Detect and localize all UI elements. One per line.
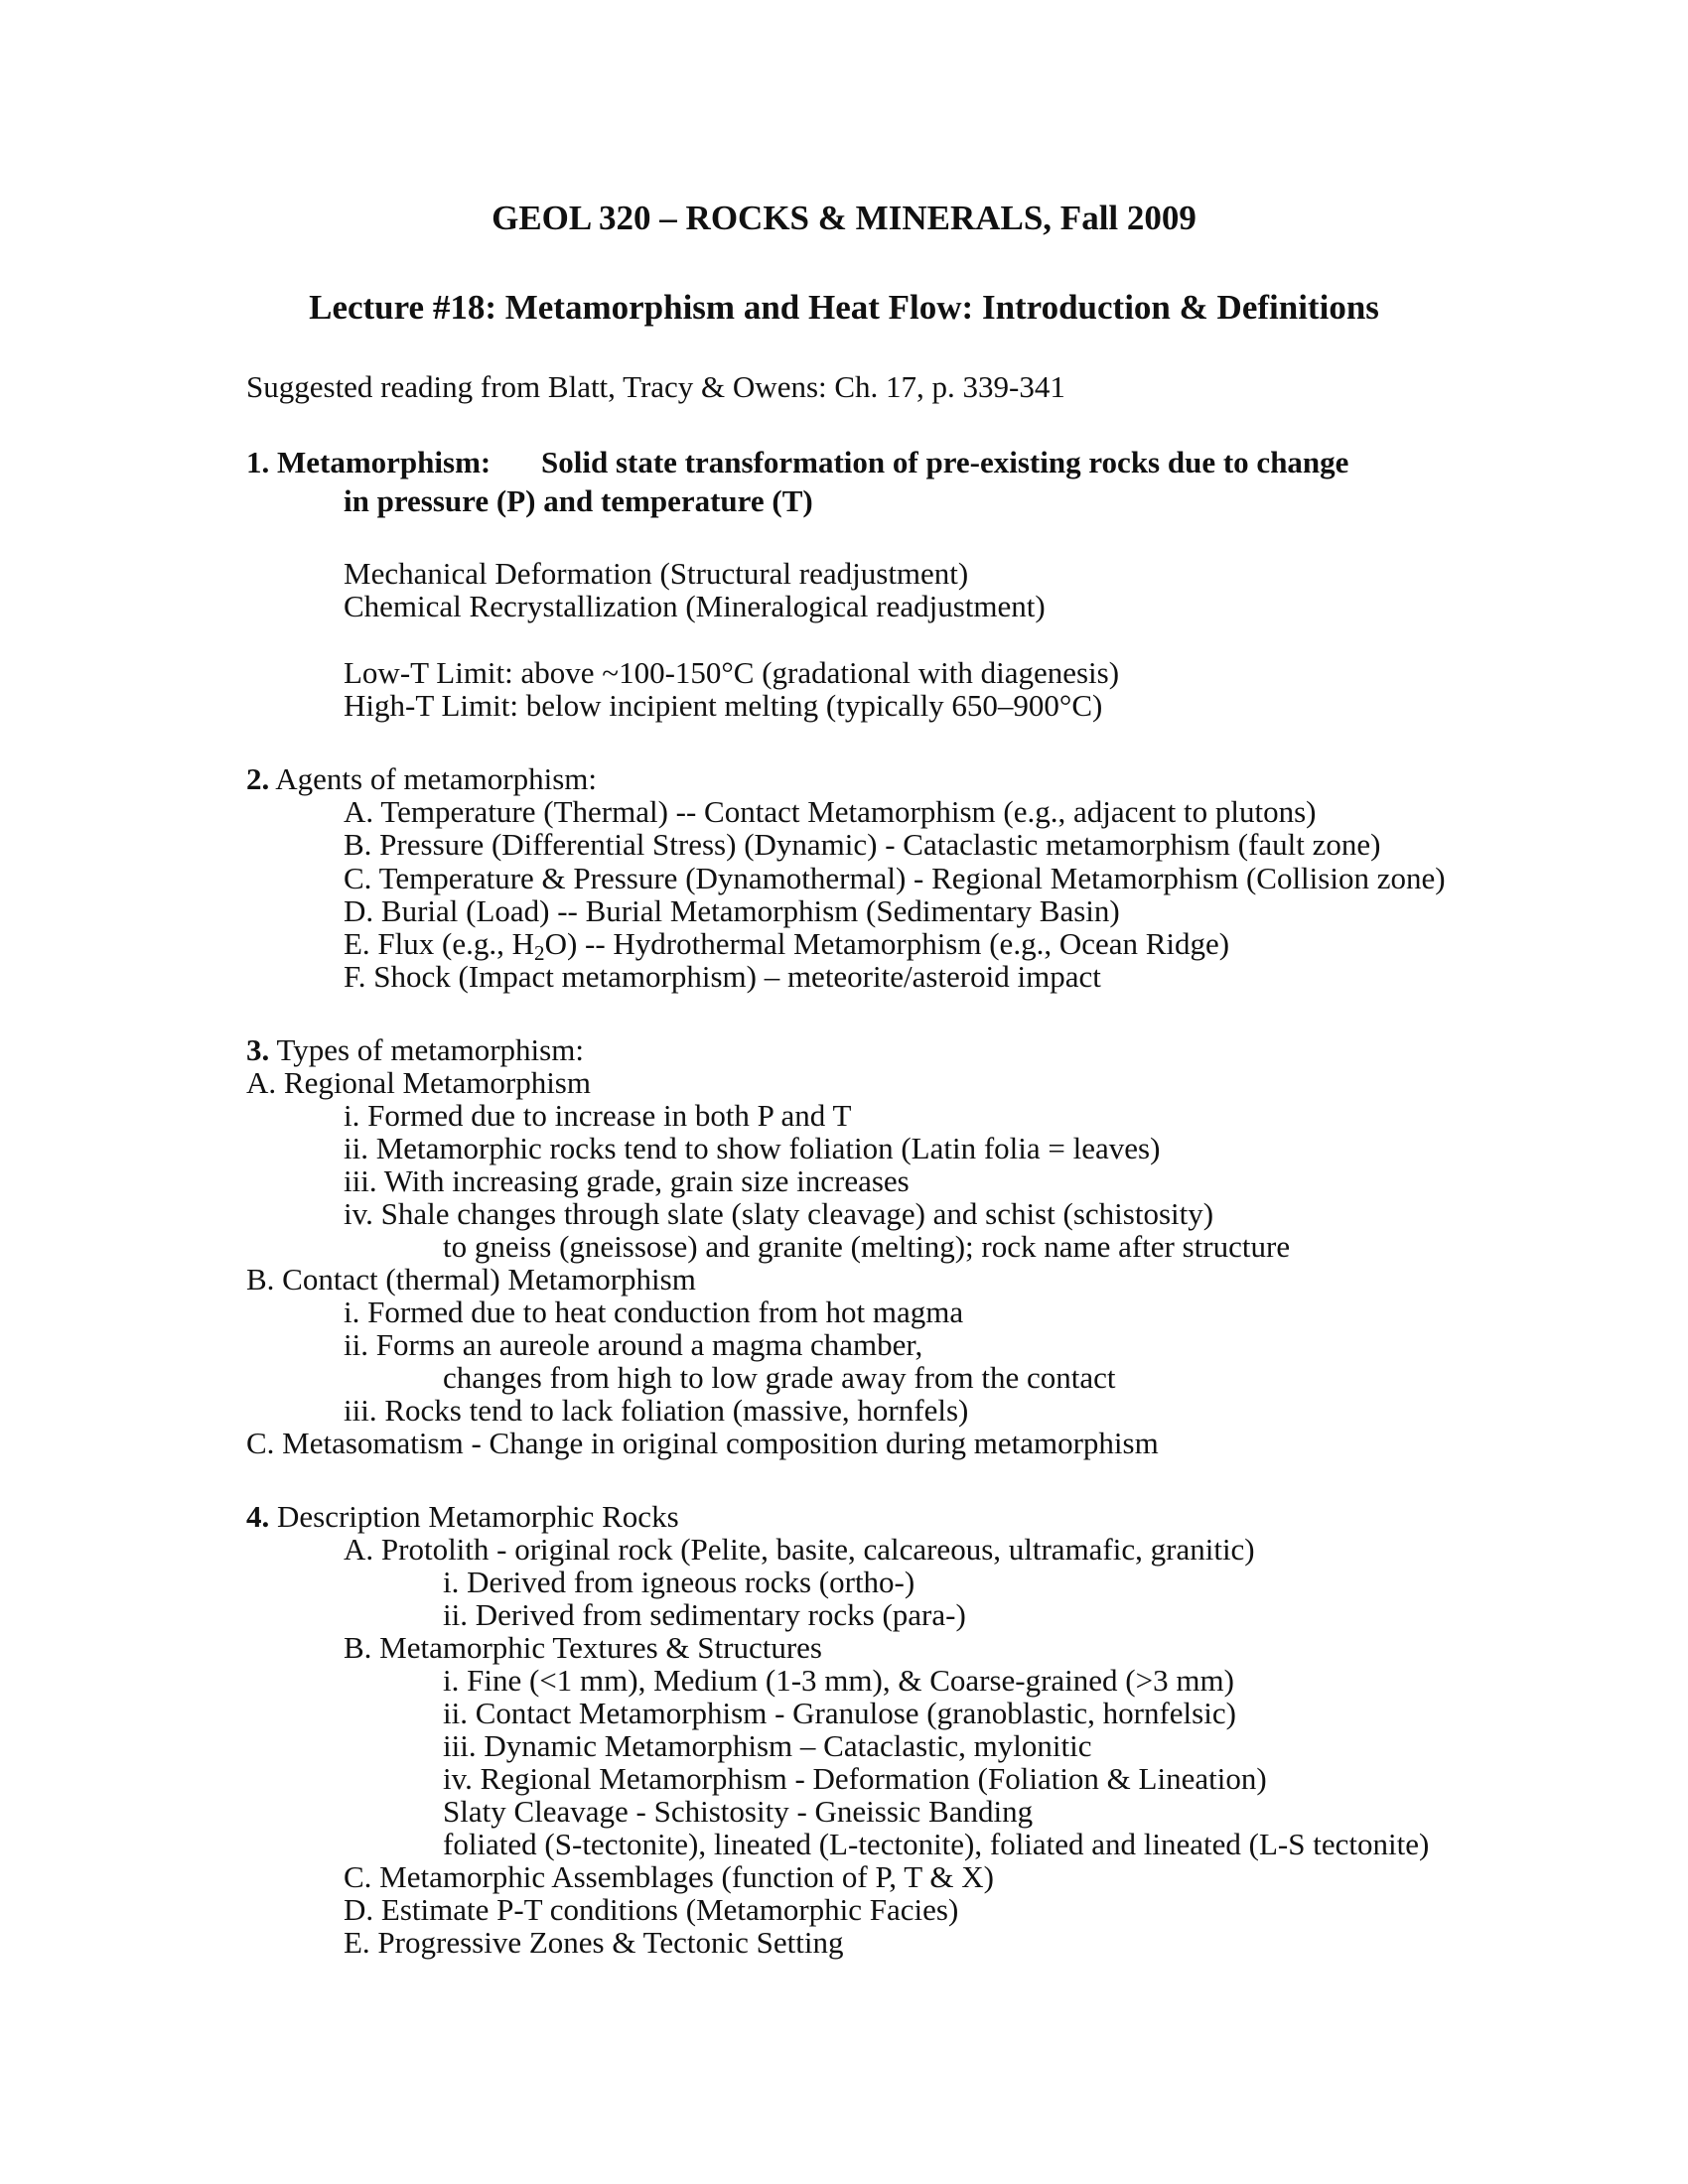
s3-type-b-iii: iii. Rocks tend to lack foliation (massive, hornfels) bbox=[344, 1393, 969, 1428]
s3-title: Types of metamorphism: bbox=[269, 1032, 584, 1067]
s4-item-a-i: i. Derived from igneous rocks (ortho-) bbox=[443, 1565, 915, 1599]
s2-title: Agents of metamorphism: bbox=[269, 761, 598, 796]
s2-number: 2. bbox=[246, 761, 270, 796]
s2-agent-b: B. Pressure (Differential Stress) (Dynamic) - Cataclastic metamorphism (fault zone) bbox=[344, 827, 1381, 862]
s1-high-t-limit: High-T Limit: below incipient melting (typically 650–900°C) bbox=[344, 688, 1103, 723]
course-title: GEOL 320 – ROCKS & MINERALS, Fall 2009 bbox=[492, 199, 1196, 237]
s4-title: Description Metamorphic Rocks bbox=[269, 1499, 679, 1534]
s3-type-a-ii: ii. Metamorphic rocks tend to show foliation (Latin folia = leaves) bbox=[344, 1131, 1161, 1165]
s3-type-b: B. Contact (thermal) Metamorphism bbox=[246, 1262, 696, 1297]
s2-agent-a: A. Temperature (Thermal) -- Contact Metamorphism (e.g., adjacent to plutons) bbox=[344, 794, 1317, 829]
s4-item-b-ii: ii. Contact Metamorphism - Granulose (granoblastic, hornfelsic) bbox=[443, 1696, 1236, 1730]
s4-item-b-tectonites: foliated (S-tectonite), lineated (L-tectonite), foliated and lineated (L-S tectonite) bbox=[443, 1827, 1430, 1861]
s1-low-t-limit: Low-T Limit: above ~100-150°C (gradational with diagenesis) bbox=[344, 655, 1120, 690]
s3-type-b-ii-cont: changes from high to low grade away from the contact bbox=[443, 1360, 1116, 1395]
s4-item-a: A. Protolith - original rock (Pelite, basite, calcareous, ultramafic, granitic) bbox=[344, 1532, 1255, 1567]
s4-item-b-iii: iii. Dynamic Metamorphism – Cataclastic, mylonitic bbox=[443, 1728, 1092, 1763]
s2-agent-e-subscript: 2 bbox=[534, 940, 545, 965]
s1-mechanical: Mechanical Deformation (Structural readjustment) bbox=[344, 556, 969, 591]
s1-heading: 1. Metamorphism: bbox=[246, 445, 492, 479]
s4-heading bbox=[246, 1499, 679, 1535]
s1-definition-line2: in pressure (P) and temperature (T) bbox=[344, 483, 813, 518]
s4-item-d: D. Estimate P-T conditions (Metamorphic Facies) bbox=[344, 1892, 959, 1927]
s3-type-b-i: i. Formed due to heat conduction from hot magma bbox=[344, 1295, 964, 1329]
s2-agent-e-pre: E. Flux (e.g., H bbox=[344, 926, 535, 961]
s2-agent-e-post: O) -- Hydrothermal Metamorphism (e.g., Ocean Ridge) bbox=[544, 926, 1230, 961]
s4-item-c: C. Metamorphic Assemblages (function of P, T & X) bbox=[344, 1859, 994, 1894]
s2-agent-c: C. Temperature & Pressure (Dynamothermal) - Regional Metamorphism (Collision zone) bbox=[344, 861, 1446, 895]
s3-type-a-iv: iv. Shale changes through slate (slaty cleavage) and schist (schistosity) bbox=[344, 1196, 1214, 1231]
s1-chemical: Chemical Recrystallization (Mineralogical readjustment) bbox=[344, 589, 1046, 623]
lecture-title: Lecture #18: Metamorphism and Heat Flow: Introduction & Definitions bbox=[309, 288, 1379, 327]
s3-type-a-iv-cont: to gneiss (gneissose) and granite (melting); rock name after structure bbox=[443, 1229, 1291, 1264]
s4-item-b: B. Metamorphic Textures & Structures bbox=[344, 1630, 822, 1665]
s4-item-a-ii: ii. Derived from sedimentary rocks (para-) bbox=[443, 1597, 966, 1632]
s4-item-b-i: i. Fine (<1 mm), Medium (1-3 mm), & Coarse-grained (>3 mm) bbox=[443, 1663, 1234, 1698]
s1-definition-line1: Solid state transformation of pre-existing rocks due to change bbox=[541, 445, 1349, 479]
s3-number: 3. bbox=[246, 1032, 270, 1067]
s2-heading bbox=[246, 761, 597, 797]
s3-type-a-i: i. Formed due to increase in both P and T bbox=[344, 1098, 852, 1133]
s2-agent-f: F. Shock (Impact metamorphism) – meteorite/asteroid impact bbox=[344, 959, 1101, 994]
s2-agent-d: D. Burial (Load) -- Burial Metamorphism (Sedimentary Basin) bbox=[344, 893, 1120, 928]
suggested-reading: Suggested reading from Blatt, Tracy & Owens: Ch. 17, p. 339-341 bbox=[246, 369, 1065, 404]
s4-item-e: E. Progressive Zones & Tectonic Setting bbox=[344, 1925, 844, 1960]
s3-type-a-iii: iii. With increasing grade, grain size increases bbox=[344, 1163, 910, 1198]
s4-item-b-iv: iv. Regional Metamorphism - Deformation (Foliation & Lineation) bbox=[443, 1761, 1267, 1796]
s4-number: 4. bbox=[246, 1499, 270, 1534]
s3-type-c: C. Metasomatism - Change in original composition during metamorphism bbox=[246, 1426, 1159, 1460]
s3-type-a: A. Regional Metamorphism bbox=[246, 1065, 591, 1100]
s3-heading bbox=[246, 1032, 584, 1068]
s4-item-b-structures: Slaty Cleavage - Schistosity - Gneissic Banding bbox=[443, 1794, 1034, 1829]
s3-type-b-ii: ii. Forms an aureole around a magma chamber, bbox=[344, 1327, 923, 1362]
